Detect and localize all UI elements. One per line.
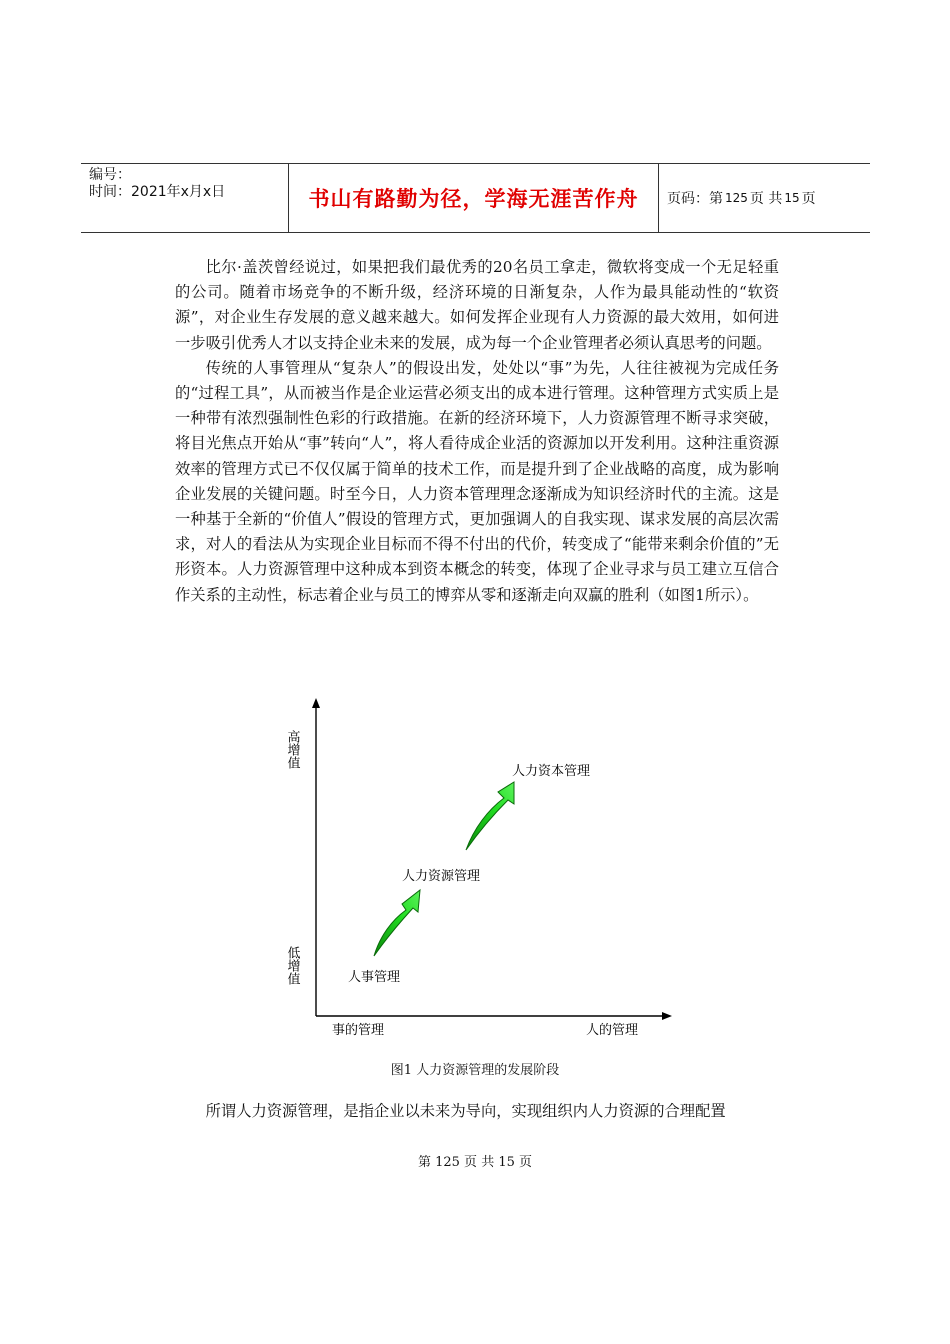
y-high-label: 高增值	[284, 730, 300, 769]
arrow-1-icon	[374, 890, 420, 956]
header-motto: 书山有路勤为径，学海无涯苦作舟	[308, 187, 639, 211]
stage-2-label: 人力资源管理	[402, 869, 481, 884]
document-header	[81, 163, 870, 233]
header-meta	[81, 164, 288, 232]
header-time-label: 时间：2021年x月x日	[89, 184, 226, 200]
page-suffix: 页	[801, 191, 816, 207]
header-page-info	[659, 164, 870, 232]
page-footer: 第 125 页 共 15 页	[417, 1155, 533, 1170]
header-motto-cell	[288, 164, 659, 232]
development-stages-figure	[270, 690, 690, 1050]
page-prefix: 页码：第	[667, 191, 723, 207]
paragraph-2: 传统的人事管理从“复杂人”的假设出发，处处以“事”为先，人往往被视为完成任务的“过程工具”，从而被当作是企业运营必须支出的成本进行管理。这种管理方式实质上是一种带有浓烈强制性色彩的行政措施。在新的经济环境下，人力资源管理不断寻求突破，将目光焦点开始从“事”转向“人”，将人看待成企业活的资源加以开发利用。这种注重资源效率的管理方式已不仅仅属于简单的技术工作，而是提升到了企业战略的高度，成为影响企业发展的关键问题。时至今日，人力资本管理理念逐渐成为知识经济时代的主流。这是一种基于全新的“价值人”假设的管理方式，更加强调人的自我实现、谋求发展的高层次需求，对人的看法从为实现企业目标而不得不付出的代价，转变成了“能带来剩余价值的”无形资本。人力资源管理中这种成本到资本概念的转变，体现了企业寻求与员工建立互信合作关系的主动性，标志着企业与员工的博弈从零和逐渐走向双赢的胜利（如图1所示）。	[175, 358, 779, 604]
x-left-label: 事的管理	[332, 1023, 385, 1038]
page-total: 15	[784, 191, 800, 205]
figure-caption: 图1 人力资源管理的发展阶段	[390, 1063, 560, 1078]
arrow-2-icon	[466, 782, 514, 850]
body-text	[175, 255, 779, 608]
y-axis-arrowhead	[312, 698, 320, 708]
y-low-label: 低增值	[284, 946, 300, 985]
stage-1-label: 人事管理	[348, 970, 401, 985]
paragraph-3: 所谓人力资源管理，是指企业以未来为导向，实现组织内人力资源的合理配置	[205, 1102, 726, 1120]
x-axis-arrowhead	[662, 1012, 672, 1020]
page-number: 125	[725, 191, 748, 205]
header-number-label: 编号：	[89, 167, 131, 183]
paragraph-1: 比尔·盖茨曾经说过，如果把我们最优秀的20名员工拿走，微软将变成一个无足轻重的公司。随着市场竞争的不断升级，经济环境的日渐复杂，人作为最具能动性的“软资源”，对企业生存发展的意义越来越大。如何发挥企业现有人力资源的最大效用，如何进一步吸引优秀人才以支持企业未来的发展，成为每一个企业管理者必须认真思考的问题。	[175, 258, 779, 352]
x-right-label: 人的管理	[586, 1023, 639, 1038]
stage-3-label: 人力资本管理	[512, 764, 591, 779]
page-mid: 页 共	[749, 191, 783, 207]
